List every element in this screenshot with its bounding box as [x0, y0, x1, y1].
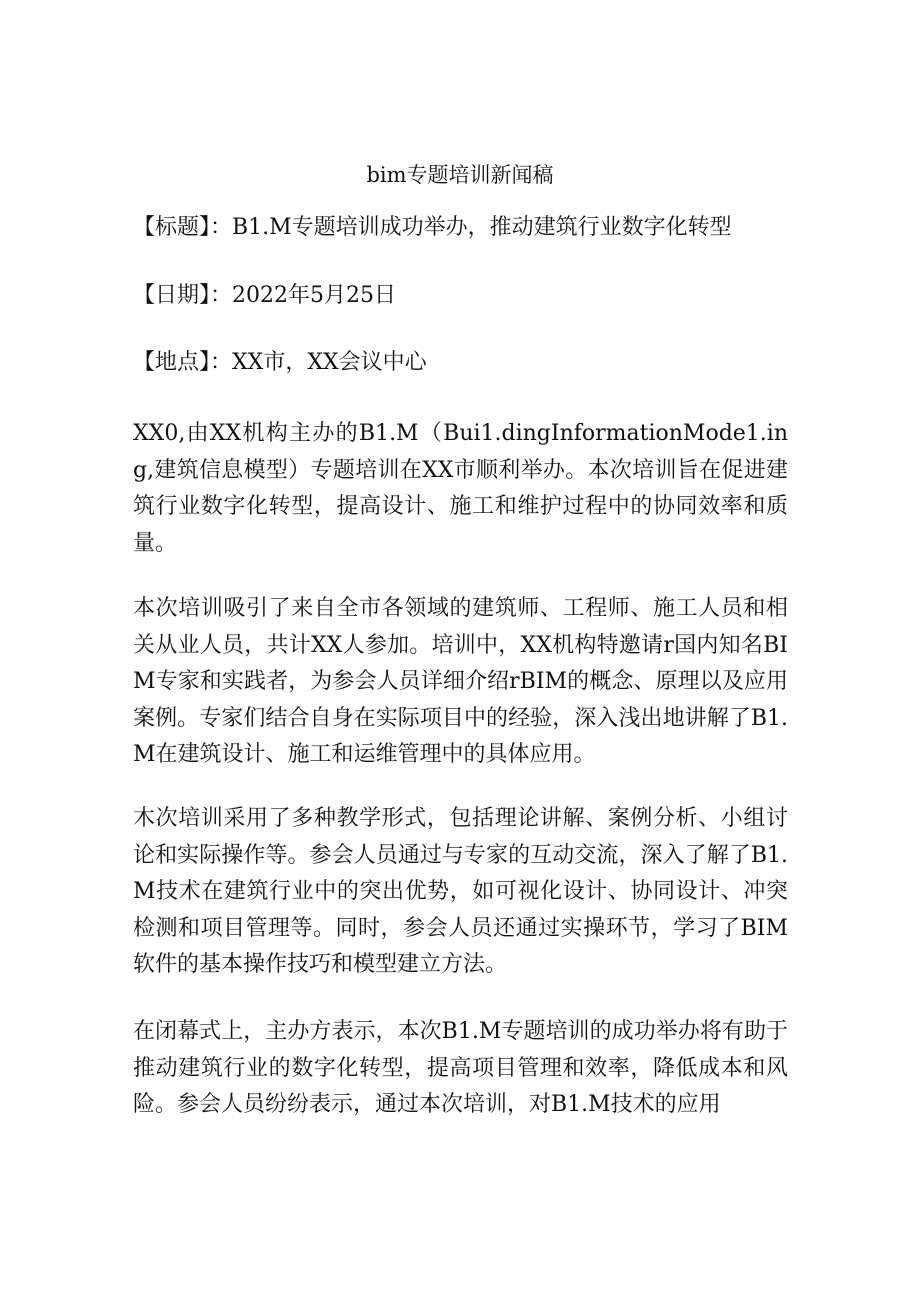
- paragraph-participants: 本次培训吸引了来自全市各领域的建筑师、工程师、施工人员和相关从业人员，共计XX人参加。培训中，XX机构特邀请r国内知名BIM专家和实践者，为参会人员详细介绍rBIM的概念、原理以及应用案例。专家们结合自身在实际项目中的经验，深入浅出地讲解了B1.M在建筑设计、施工和运维管理中的具体应用。: [133, 596, 788, 767]
- paragraph-intro: XX0,由XX机构主办的B1.M（Bui1.dingInformationMode1.ing,建筑信息模型）专题培训在XX市顺利举办。本次培训旨在促进建筑行业数字化转型，提高设计、施工和维护过程中的协同效率和质量。: [133, 421, 788, 556]
- document-heading: bim专题培训新闻稿: [366, 163, 554, 187]
- meta-title-line: 【标题】：B1.M专题培训成功举办，推动建筑行业数字化转型: [133, 215, 732, 240]
- paragraph-teaching-forms: 木次培训采用了多种教学形式，包括理论讲解、案例分析、小组讨论和实际操作等。参会人员通过与专家的互动交流，深入了解了B1.M技术在建筑行业中的突出优势，如可视化设计、协同设计、冲突检测和项目管理等。同时，参会人员还通过实操环节，学习了BIM软件的基本操作技巧和模型建立方法。: [133, 806, 788, 977]
- meta-date-line: 【日期】：2022年5月25日: [133, 283, 396, 308]
- meta-place-line: 【地点】：XX市，XX会议中心: [133, 350, 427, 375]
- paragraph-closing: 在闭幕式上，主办方表示，本次B1.M专题培训的成功举办将有助于推动建筑行业的数字化转型，提高项目管理和效率，降低成本和风险。参会人员纷纷表示，通过本次培训，对B1.M技术的应用: [133, 1019, 788, 1117]
